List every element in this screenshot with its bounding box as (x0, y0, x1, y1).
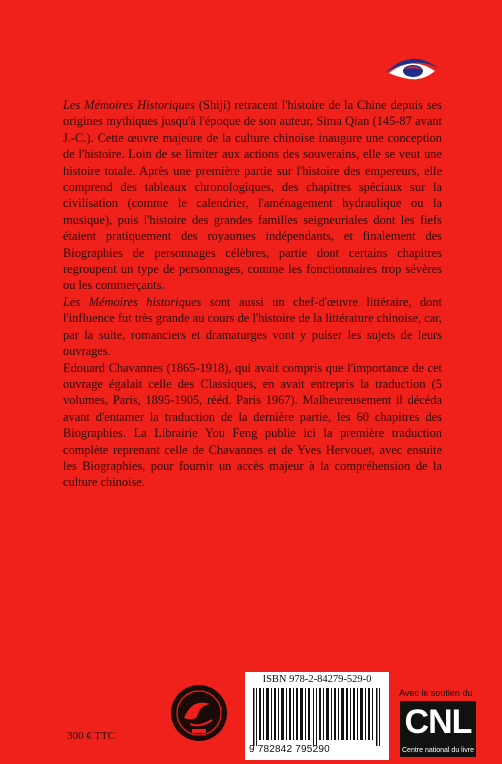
paragraph-2-text: sont aussi un chef-d'œuvre littéraire, dont l'influence fut très grande au cours de l'histoire de la littérature chinoise, car, par la suite, romanciers et dramaturges vont y puiser les sujets de leurs ouvrages. (63, 294, 442, 359)
price-label: 300 € TTC (67, 730, 116, 742)
cnl-logo (400, 701, 476, 757)
isbn-label: ISBN 978-2-84279-529-0 (262, 674, 372, 685)
paragraph-1 (63, 97, 442, 294)
barcode-panel (245, 672, 389, 760)
book-title-italic: Les Mémoires historiques (63, 294, 202, 309)
barcode-digits: 9 782842 795290 (249, 744, 330, 755)
paragraph-3-text: Edouard Chavannes (1865-1918), qui avait compris que l'importance de cet ouvrage égalait celle des Classiques, en avait entrepris la traduction (5 volumes, Paris, 1895-1905, rééd. Paris 1967). Malheureusement il décéda avant d'entamer la traduction de la dernière partie, les 60 chapitres des Biographies. La Librairie You Feng publie ici la première traduction complète reprenant celle de Chavannes et de Yves Hervouet, avec ensuite les Biographies, pour fournir un accès majeur à la compréhension de la culture chinoise. (63, 360, 442, 490)
publisher-seal-logo-icon (170, 684, 228, 742)
paragraph-2 (63, 294, 442, 360)
back-cover-description (63, 97, 442, 491)
support-label: Avec le soutien du (399, 688, 473, 698)
paragraph-1-text: (Shiji) retracent l'histoire de la Chine depuis ses origines mythiques jusqu'à l'époque de son auteur, Sima Qian (145-87 avant J.-C.). Cette œuvre majeure de la culture chinoise inaugure une conception de l'histoire. Loin de se limiter aux actions des souverains, elle se veut une histoire totale. Après une première partie sur l'histoire des empereurs, elle comprend des tableaux chronologiques, des chapitres spéciaux sur la civilisation (comme le calendrier, l'aménagement hydraulique ou la musique), puis l'histoire des grandes familles seigneuriales dont les fiefs étaient pratiquement des royaumes indépendants, et finalement des Biographies de personnages célèbres, partie dont certains chapitres regroupent un type de personnages, comme les fonctionnaires trop sévères ou les commerçants. (63, 98, 442, 293)
cnl-letters: CNL (404, 703, 472, 741)
publisher-eye-logo-icon (383, 53, 441, 85)
book-title-italic: Les Mémoires Historiques (63, 98, 195, 112)
barcode-icon (253, 688, 381, 746)
cnl-subtitle: Centre national du livre (402, 747, 474, 754)
paragraph-3 (63, 360, 442, 491)
